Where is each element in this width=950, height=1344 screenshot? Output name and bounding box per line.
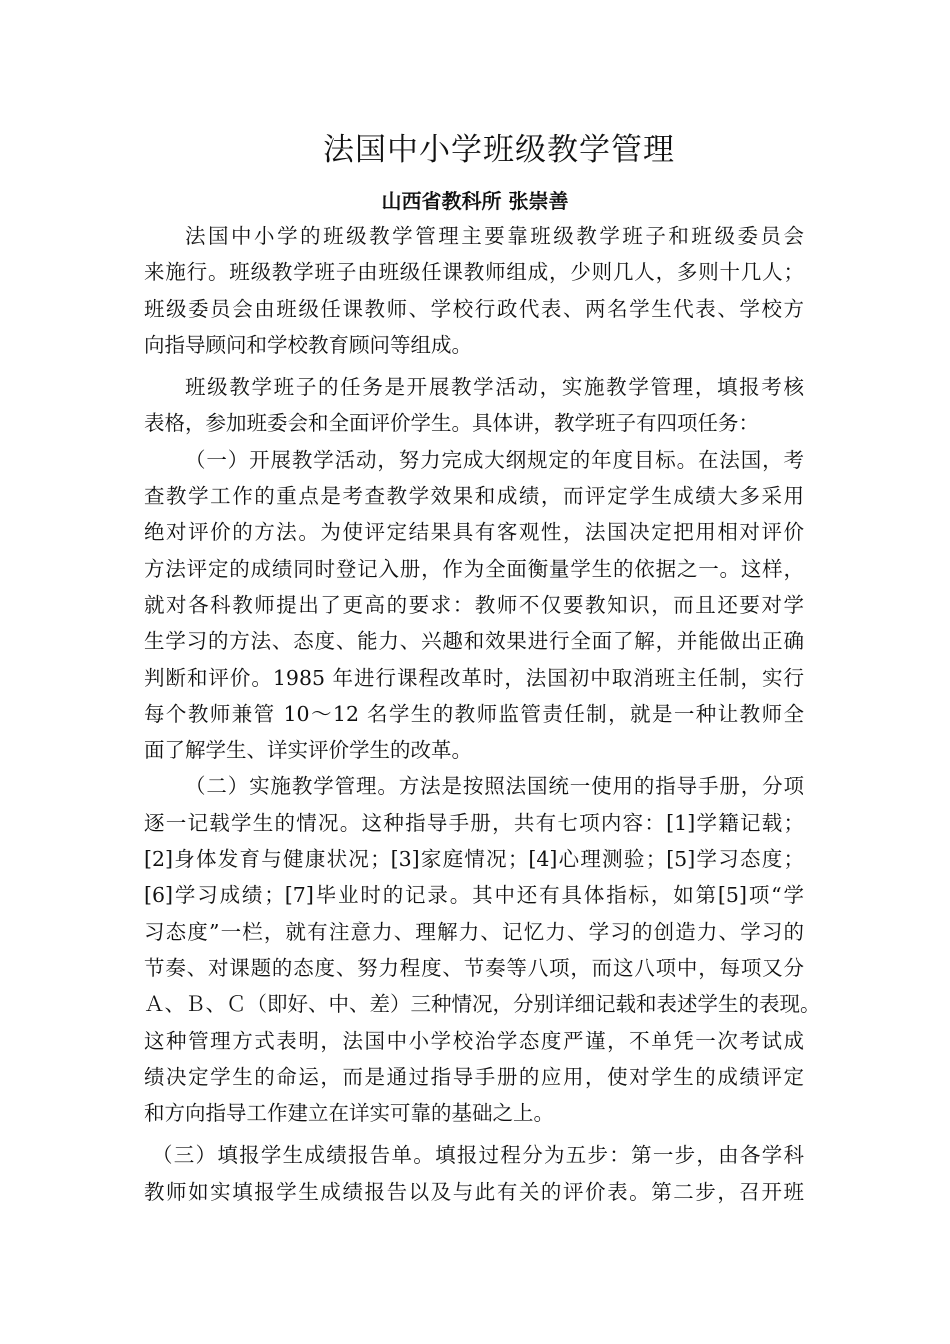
- paragraph-3-line-8: 每个教师兼管 10～12 名学生的教师监管责任制，就是一种让教师全: [144, 701, 804, 726]
- paragraph-1-line-2: 来施行。班级教学班子由班级任课教师组成，少则几人，多则十几人；: [144, 260, 804, 285]
- paragraph-3-line-7: 判断和评价。1985 年进行课程改革时，法国初中取消班主任制，实行: [144, 665, 804, 690]
- paragraph-1-line-4: 向指导顾问和学校教育顾问等组成。: [144, 332, 472, 357]
- paragraph-4-line-8: 这种管理方式表明，法国中小学校治学态度严谨，不单凭一次考试成: [144, 1028, 804, 1053]
- paragraph-4-line-5: 习态度”一栏，就有注意力、理解力、记忆力、学习的创造力、学习的: [144, 919, 804, 944]
- paragraph-3-line-9: 面了解学生、详实评价学生的改革。: [144, 738, 472, 763]
- paragraph-4-line-4: [6]学习成绩；[7]毕业时的记录。其中还有具体指标，如第[5]项“学: [144, 883, 804, 908]
- paragraph-2-line-1: 班级教学班子的任务是开展教学活动，实施教学管理，填报考核: [185, 375, 804, 400]
- paragraph-3-line-2: 查教学工作的重点是考查教学效果和成绩，而评定学生成绩大多采用: [144, 484, 804, 509]
- document-title: 法国中小学班级教学管理: [323, 132, 675, 168]
- paragraph-3-line-5: 就对各科教师提出了更高的要求：教师不仅要教知识，而且还要对学: [144, 592, 804, 617]
- paragraph-1-line-1: 法国中小学的班级教学管理主要靠班级教学班子和班级委员会: [185, 224, 804, 248]
- paragraph-4-line-7: Ａ、Ｂ、Ｃ（即好、中、差）三种情况，分别详细记载和表述学生的表现。: [144, 992, 821, 1017]
- paragraph-4-line-2: 逐一记载学生的情况。这种指导手册，共有七项内容：[1]学籍记载；: [144, 810, 804, 835]
- paragraph-4-line-3: [2]身体发育与健康状况；[3]家庭情况；[4]心理测验；[5]学习态度；: [144, 847, 804, 872]
- paragraph-4-line-1: （二）实施教学管理。方法是按照法国统一使用的指导手册，分项: [185, 774, 804, 799]
- paragraph-3-line-1: （一）开展教学活动，努力完成大纲规定的年度目标。在法国，考: [185, 447, 804, 472]
- paragraph-4-line-6: 节奏、对课题的态度、努力程度、节奏等八项，而这八项中，每项又分: [144, 955, 804, 980]
- document-author: 山西省教科所 张崇善: [381, 189, 569, 213]
- paragraph-4-line-10: 和方向指导工作建立在详实可靠的基础之上。: [144, 1101, 554, 1126]
- document-body: [144, 218, 821, 1210]
- paragraph-4-line-9: 绩决定学生的命运，而是通过指导手册的应用，使对学生的成绩评定: [144, 1064, 804, 1089]
- paragraph-2-line-2: 表格，参加班委会和全面评价学生。具体讲，教学班子有四项任务：: [144, 411, 759, 436]
- paragraph-3-line-4: 方法评定的成绩同时登记入册，作为全面衡量学生的依据之一。这样，: [144, 556, 804, 581]
- paragraph-3-line-3: 绝对评价的方法。为使评定结果具有客观性，法国决定把用相对评价: [144, 520, 804, 545]
- paragraph-5-line-2: 教师如实填报学生成绩报告以及与此有关的评价表。第二步，召开班: [144, 1179, 804, 1204]
- paragraph-1-line-3: 班级委员会由班级任课教师、学校行政代表、两名学生代表、学校方: [144, 296, 804, 321]
- paragraph-3-line-6: 生学习的方法、态度、能力、兴趣和效果进行全面了解，并能做出正确: [144, 629, 804, 654]
- paragraph-5-line-1: （三）填报学生成绩报告单。填报过程分为五步：第一步，由各学科: [152, 1143, 804, 1168]
